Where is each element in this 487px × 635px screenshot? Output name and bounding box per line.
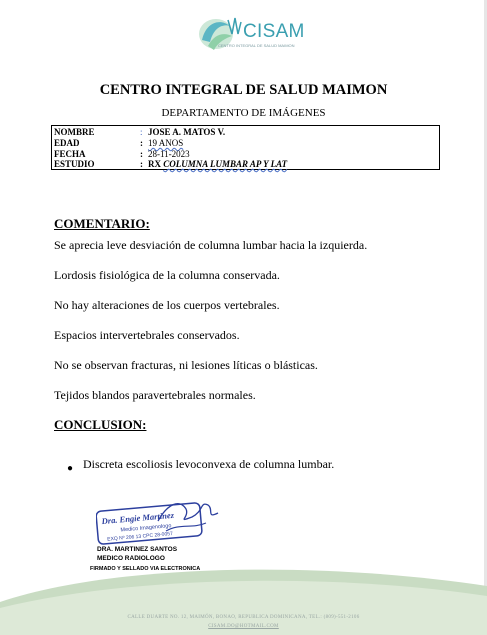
comment-line: Se aprecia leve desviación de columna lumbar hacia la izquierda. [54, 238, 368, 252]
info-colon: : [140, 138, 143, 148]
logo-tagline: CENTRO INTEGRAL DE SALUD MAIMON [218, 43, 295, 48]
study-type-value [148, 159, 287, 170]
stamp-ids: EXQ Nº 206 13 CPC 28-0057 [107, 530, 174, 543]
doctor-name: DRA. MARTINEZ SANTOS [97, 546, 178, 553]
info-label: ESTUDIO [54, 159, 95, 169]
patient-info-table [51, 125, 440, 170]
study-prefix: RX [148, 159, 161, 169]
stamp-role: Medico Imagenologo [120, 523, 172, 534]
document-title: CENTRO INTEGRAL DE SALUD MAIMON [99, 82, 388, 98]
department-name: DEPARTAMENTO DE IMÁGENES [161, 107, 326, 119]
comment-heading: COMENTARIO: [54, 216, 150, 231]
logo-name: CISAM [243, 21, 305, 42]
patient-age-value: 19 ANOS [148, 138, 184, 148]
info-label: EDAD [54, 138, 80, 148]
conclusion-heading: CONCLUSION: [54, 417, 147, 432]
stamp-name: Dra. Engie Martinez [101, 509, 175, 527]
info-colon: : [140, 127, 143, 137]
info-colon: : [140, 159, 143, 169]
signature-stamp [96, 497, 220, 547]
study-date-value: 28-11-2023 [148, 149, 190, 159]
comment-line: Lordosis fisiológica de la columna conservada. [54, 268, 280, 282]
info-label: FECHA [54, 149, 86, 159]
info-label: NOMBRE [54, 127, 95, 137]
comment-line: No se observan fracturas, ni lesiones líticas o blásticas. [54, 358, 318, 372]
bullet-icon: ● [67, 463, 74, 474]
comment-line: Tejidos blandos paravertebrales normales. [54, 388, 256, 402]
info-colon: : [140, 149, 143, 159]
footer-email[interactable]: CISAM.DO@HOTMAIL.COM [208, 624, 279, 629]
study-name: COLUMNA LUMBAR AP Y LAT [163, 159, 288, 169]
footer-address: CALLE DUARTE NO. 12, MAIMÓN, BONAO, REPUBLICA DOMINICANA, TEL.: (809)-551-2106 [127, 615, 360, 620]
signature-note: FIRMADO Y SELLADO VIA ELECTRONICA [90, 566, 201, 572]
comment-line: No hay alteraciones de los cuerpos vertebrales. [54, 298, 280, 312]
patient-name-value: JOSE A. MATOS V. [148, 127, 226, 137]
conclusion-item: Discreta escoliosis levoconvexa de columna lumbar. [83, 457, 335, 471]
doctor-specialty: MEDICO RADIOLOGO [97, 555, 165, 562]
comment-line: Espacios intervertebrales conservados. [54, 328, 240, 342]
